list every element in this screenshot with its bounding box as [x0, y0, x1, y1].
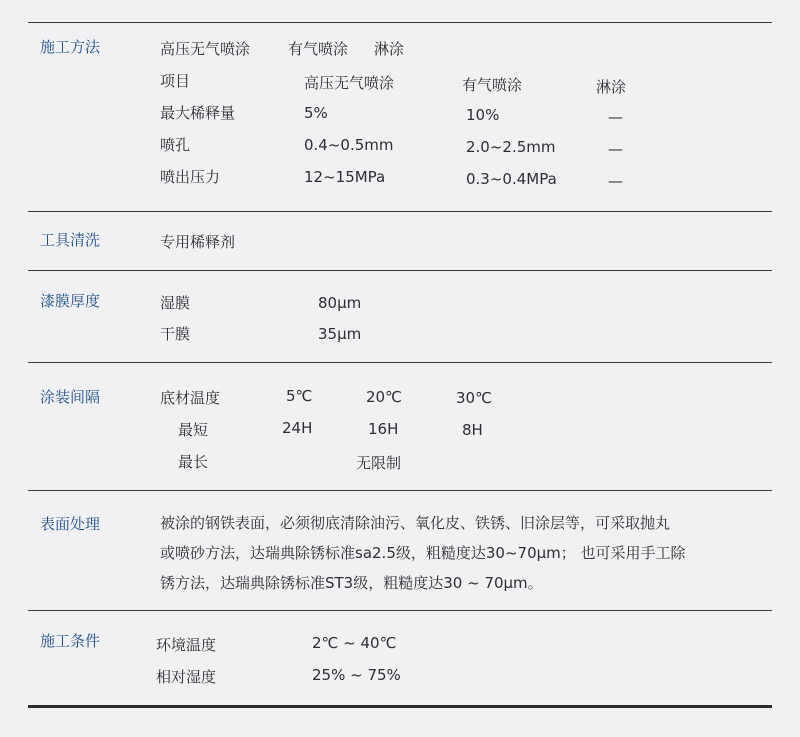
interval-header: 5℃ — [286, 387, 313, 405]
thickness-value: 35μm — [318, 325, 362, 343]
method-cell: 5% — [304, 104, 328, 122]
interval-min-value: 16H — [368, 420, 399, 438]
method-cell: 0.4~0.5mm — [304, 136, 394, 154]
conditions-label: 施工条件 — [40, 632, 101, 650]
surface-label: 表面处理 — [40, 515, 101, 533]
divider-3 — [28, 362, 772, 363]
method-row-label: 最大稀释量 — [160, 104, 236, 122]
thickness-row-label: 干膜 — [160, 325, 191, 343]
interval-max-label: 最长 — [178, 453, 209, 471]
interval-max-value: 无限制 — [356, 454, 402, 472]
method-cell: — — [608, 108, 623, 126]
conditions-row-label: 相对湿度 — [156, 668, 217, 686]
divider-1 — [28, 211, 772, 212]
method-row-label: 喷出压力 — [160, 168, 221, 186]
surface-text — [160, 508, 770, 598]
surface-line: 或喷砂方法，达瑞典除锈标准sa2.5级，粗糙度达30~70μm； 也可采用手工除 — [160, 544, 686, 562]
method-cell: — — [608, 140, 623, 158]
method-cell: — — [608, 172, 623, 190]
cleaning-value: 专用稀释剂 — [160, 233, 236, 251]
interval-min-value: 8H — [462, 421, 483, 439]
divider-5 — [28, 610, 772, 611]
method-header: 有气喷涂 — [462, 76, 523, 94]
divider-2 — [28, 270, 772, 271]
interval-min-label: 最短 — [178, 421, 209, 439]
interval-header: 20℃ — [366, 388, 402, 406]
method-header: 淋涂 — [596, 78, 627, 96]
method-option: 淋涂 — [374, 40, 405, 58]
method-option: 高压无气喷涂 — [160, 40, 251, 58]
surface-line: 被涂的钢铁表面，必须彻底清除油污、氧化皮、铁锈、旧涂层等，可采取抛丸 — [160, 514, 671, 532]
interval-header: 30℃ — [456, 389, 492, 407]
conditions-value: 2℃ ~ 40℃ — [312, 634, 397, 652]
bottom-rule — [28, 705, 772, 708]
method-header: 高压无气喷涂 — [304, 74, 395, 92]
method-cell: 10% — [466, 106, 500, 124]
method-option: 有气喷涂 — [288, 40, 349, 58]
method-cell: 2.0~2.5mm — [466, 138, 556, 156]
conditions-row-label: 环境温度 — [156, 636, 217, 654]
thickness-value: 80μm — [318, 294, 362, 312]
method-label: 施工方法 — [40, 38, 101, 56]
surface-line: 锈方法，达瑞典除锈标准ST3级，粗糙度达30 ~ 70μm。 — [160, 574, 543, 592]
method-cell: 12~15MPa — [304, 168, 386, 186]
method-row-label: 喷孔 — [160, 136, 191, 154]
method-cell: 0.3~0.4MPa — [466, 170, 557, 188]
interval-min-value: 24H — [282, 419, 313, 437]
interval-label: 涂装间隔 — [40, 388, 101, 406]
interval-header: 底材温度 — [160, 389, 221, 407]
divider-4 — [28, 490, 772, 491]
cleaning-label: 工具清洗 — [40, 231, 101, 249]
thickness-label: 漆膜厚度 — [40, 292, 101, 310]
top-rule — [28, 22, 772, 23]
conditions-value: 25% ~ 75% — [312, 666, 401, 684]
method-header: 项目 — [160, 72, 191, 90]
thickness-row-label: 湿膜 — [160, 294, 191, 312]
